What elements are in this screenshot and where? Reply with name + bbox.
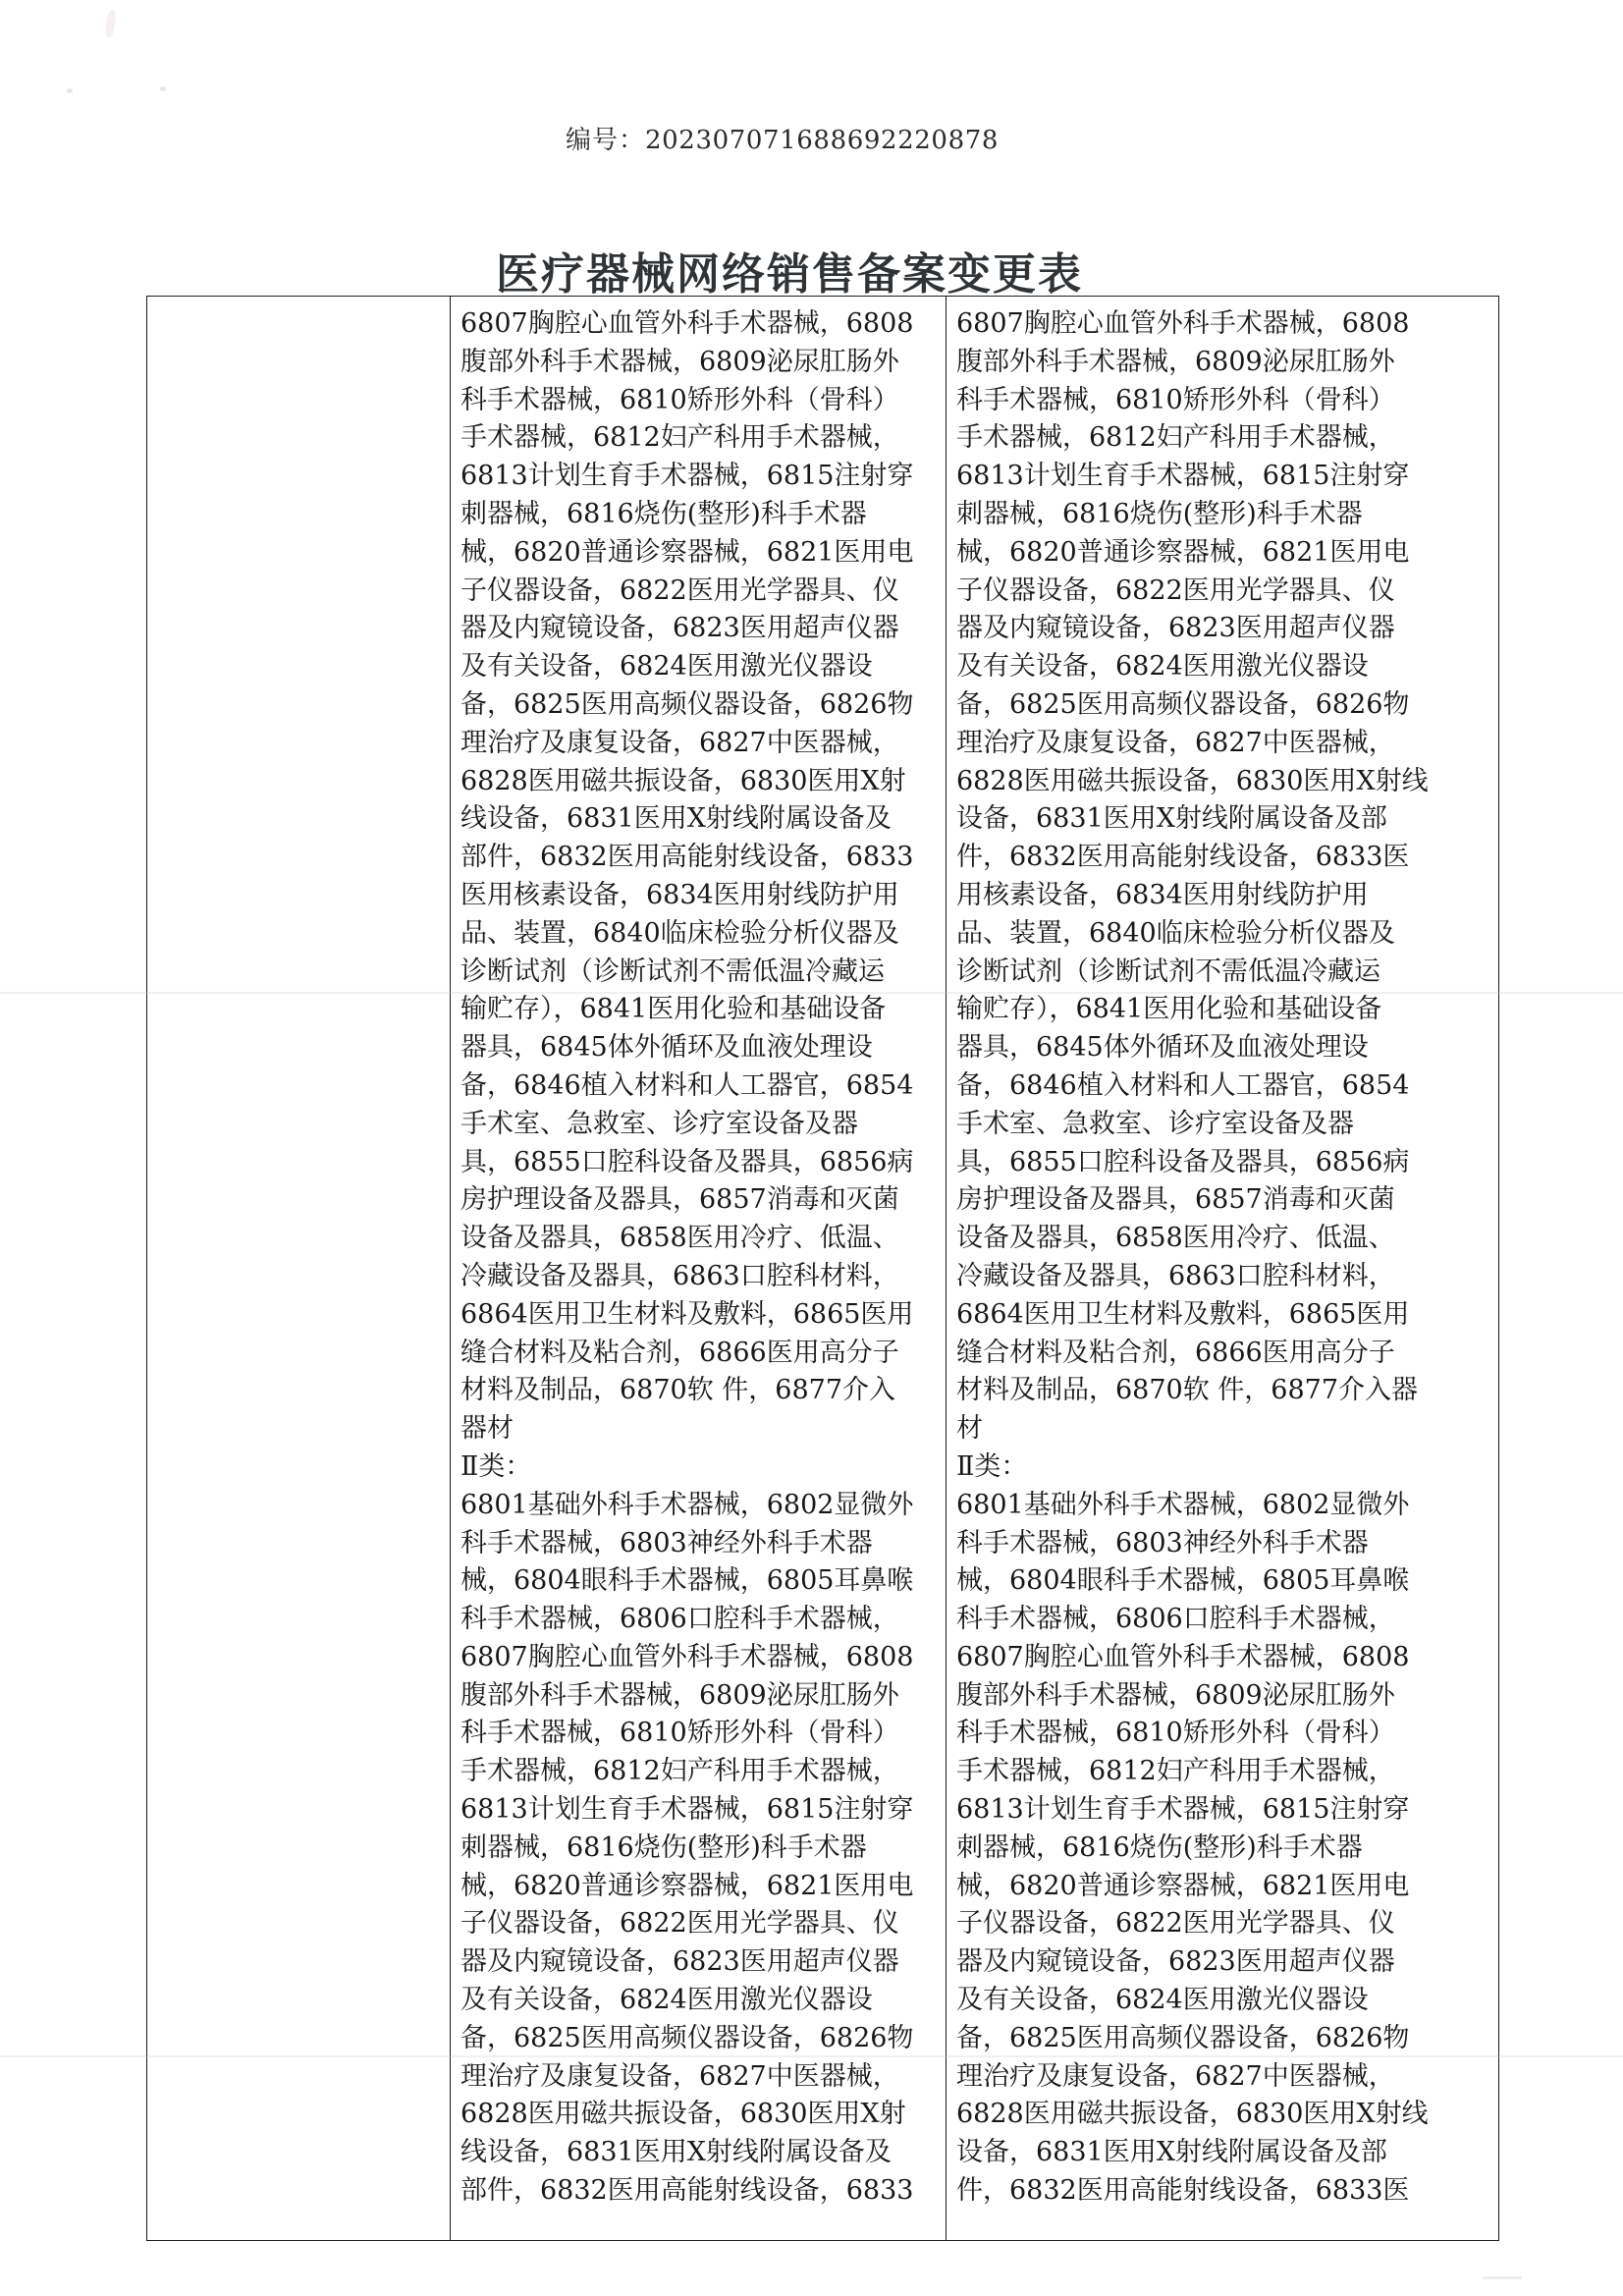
text-line: Ⅱ类： <box>956 1450 1028 1482</box>
text-line: 器及内窥镜设备，6823医用超声仪器 <box>956 1946 1395 1978</box>
text-line: 刺器械，6816烧伤(整形)科手术器 <box>460 1831 867 1863</box>
text-line: 手术器械，6812妇产科用手术器械， <box>460 422 899 454</box>
text-line: 刺器械，6816烧伤(整形)科手术器 <box>956 1831 1363 1863</box>
text-line <box>157 305 444 344</box>
text-line: 品、装置，6840临床检验分析仪器及 <box>956 917 1395 949</box>
before-change-cell <box>451 297 947 2241</box>
text-line: 科手术器械，6803神经外科手术器 <box>956 1527 1369 1558</box>
text-line: 手术器械，6812妇产科用手术器械， <box>460 1756 899 1787</box>
text-line: 械，6820普通诊察器械，6821医用电 <box>956 536 1410 568</box>
document-number-label: 编号： <box>566 126 646 155</box>
text-line: 器及内窥镜设备，6823医用超声仪器 <box>956 613 1395 644</box>
text-line: 用核素设备，6834医用射线防护用 <box>956 879 1369 910</box>
text-line: 器材 <box>460 1413 514 1445</box>
text-line: 子仪器设备，6822医用光学器具、仪 <box>956 1908 1395 1940</box>
after-change-text <box>956 305 1492 2211</box>
text-line: 手术器械，6812妇产科用手术器械， <box>956 1756 1395 1787</box>
text-line: 腹部外科手术器械，6809泌尿肛肠外 <box>460 346 899 377</box>
text-line: Ⅱ类： <box>460 1450 532 1482</box>
text-line: 6813计划生育手术器械，6815注射穿 <box>956 1794 1410 1826</box>
text-line: 备，6825医用高频仪器设备，6826物 <box>956 688 1410 720</box>
text-line: 器及内窥镜设备，6823医用超声仪器 <box>460 1946 899 1978</box>
text-line: 及有关设备，6824医用激光仪器设 <box>956 1985 1369 2016</box>
text-line: 部件，6832医用高能射线设备，6833 <box>460 2175 914 2207</box>
text-line: 手术室、急救室、诊疗室设备及器 <box>956 1108 1354 1139</box>
text-line: 6807胸腔心血管外科手术器械，6808 <box>956 308 1410 339</box>
text-line: 刺器械，6816烧伤(整形)科手术器 <box>956 498 1363 529</box>
text-line: 设备及器具，6858医用冷疗、低温、 <box>956 1223 1395 1254</box>
text-line: 器具，6845体外循环及血液处理设 <box>460 1032 873 1064</box>
text-line: 备，6825医用高频仪器设备，6826物 <box>956 2022 1410 2053</box>
text-line: 手术器械，6812妇产科用手术器械， <box>956 422 1395 454</box>
text-line: 6813计划生育手术器械，6815注射穿 <box>460 461 914 492</box>
text-line: 6807胸腔心血管外科手术器械，6808 <box>460 308 914 339</box>
text-line: 具，6855口腔科设备及器具，6856病 <box>460 1146 914 1177</box>
text-line: 刺器械，6816烧伤(整形)科手术器 <box>460 498 867 529</box>
text-line: 械，6820普通诊察器械，6821医用电 <box>460 536 914 568</box>
text-line: 房护理设备及器具，6857消毒和灭菌 <box>460 1184 899 1216</box>
table-row <box>147 297 1499 2241</box>
text-line: 件，6832医用高能射线设备，6833医 <box>956 2175 1410 2207</box>
text-line: 及有关设备，6824医用激光仪器设 <box>460 651 873 683</box>
text-line: 6864医用卫生材料及敷料，6865医用 <box>956 1298 1410 1330</box>
text-line: 理治疗及康复设备，6827中医器械， <box>956 2060 1395 2092</box>
text-line: 设备及器具，6858医用冷疗、低温、 <box>460 1223 899 1254</box>
text-line: 设备，6831医用X射线附属设备及部 <box>956 2137 1387 2168</box>
scan-artifact-speck <box>67 88 73 93</box>
text-line: 品、装置，6840临床检验分析仪器及 <box>460 917 899 949</box>
text-line: 线设备，6831医用X射线附属设备及 <box>460 2137 892 2168</box>
text-line: 线设备，6831医用X射线附属设备及 <box>460 803 892 835</box>
text-line: 备，6825医用高频仪器设备，6826物 <box>460 2022 914 2053</box>
text-line: 科手术器械，6810矫形外科（骨科） <box>956 384 1395 415</box>
text-line: 材 <box>956 1413 983 1445</box>
text-line: 科手术器械，6803神经外科手术器 <box>460 1527 873 1558</box>
text-line: 具，6855口腔科设备及器具，6856病 <box>956 1146 1410 1177</box>
text-line: 6801基础外科手术器械，6802显微外 <box>956 1489 1410 1520</box>
text-line: 6864医用卫生材料及敷料，6865医用 <box>460 1298 914 1330</box>
scan-artifact-speck <box>104 10 117 38</box>
before-change-text <box>460 305 940 2211</box>
text-line: 6813计划生育手术器械，6815注射穿 <box>460 1794 914 1826</box>
text-line: 输贮存），6841医用化验和基础设备 <box>956 994 1382 1025</box>
record-change-table <box>146 296 1499 2241</box>
text-line: 6813计划生育手术器械，6815注射穿 <box>956 461 1410 492</box>
text-line: 腹部外科手术器械，6809泌尿肛肠外 <box>956 1679 1395 1711</box>
text-line: 材料及制品，6870软 件，6877介入器 <box>956 1375 1419 1406</box>
text-line: 6828医用磁共振设备，6830医用X射 <box>460 765 906 796</box>
text-line: 理治疗及康复设备，6827中医器械， <box>460 2060 899 2092</box>
text-line: 缝合材料及粘合剂，6866医用高分子 <box>956 1337 1395 1368</box>
text-line: 6828医用磁共振设备，6830医用X射线 <box>956 2099 1429 2130</box>
text-line: 6828医用磁共振设备，6830医用X射 <box>460 2099 906 2130</box>
page-title: 医疗器械网络销售备案变更表 <box>496 249 1083 301</box>
text-line: 冷藏设备及器具，6863口腔科材料， <box>460 1260 899 1291</box>
scan-artifact-speck <box>1483 2276 1522 2279</box>
text-line: 腹部外科手术器械，6809泌尿肛肠外 <box>460 1679 899 1711</box>
text-line: 6807胸腔心血管外科手术器械，6808 <box>956 1641 1410 1672</box>
text-line: 备，6846植入材料和人工器官，6854 <box>956 1069 1410 1101</box>
text-line: 子仪器设备，6822医用光学器具、仪 <box>460 574 899 606</box>
text-line: 房护理设备及器具，6857消毒和灭菌 <box>956 1184 1395 1216</box>
text-line: 冷藏设备及器具，6863口腔科材料， <box>956 1260 1395 1291</box>
row-label-text <box>157 305 444 344</box>
text-line: 备，6825医用高频仪器设备，6826物 <box>460 688 914 720</box>
text-line: 子仪器设备，6822医用光学器具、仪 <box>956 574 1395 606</box>
after-change-cell <box>947 297 1499 2241</box>
document-number <box>0 120 1623 156</box>
text-line: 械，6804眼科手术器械，6805耳鼻喉 <box>460 1565 914 1597</box>
text-line: 理治疗及康复设备，6827中医器械， <box>956 727 1395 758</box>
text-line: 手术室、急救室、诊疗室设备及器 <box>460 1108 858 1139</box>
text-line: 腹部外科手术器械，6809泌尿肛肠外 <box>956 346 1395 377</box>
text-line: 缝合材料及粘合剂，6866医用高分子 <box>460 1337 899 1368</box>
document-number-value: 202307071688692220878 <box>645 126 999 155</box>
text-line: 子仪器设备，6822医用光学器具、仪 <box>460 1908 899 1940</box>
text-line: 6801基础外科手术器械，6802显微外 <box>460 1489 914 1520</box>
text-line: 医用核素设备，6834医用射线防护用 <box>460 879 899 910</box>
text-line: 械，6820普通诊察器械，6821医用电 <box>956 1870 1410 1901</box>
text-line: 6828医用磁共振设备，6830医用X射线 <box>956 765 1429 796</box>
text-line: 及有关设备，6824医用激光仪器设 <box>460 1985 873 2016</box>
text-line: 科手术器械，6810矫形外科（骨科） <box>956 1718 1395 1749</box>
text-line: 材料及制品，6870软 件，6877介入 <box>460 1375 896 1406</box>
text-line: 备，6846植入材料和人工器官，6854 <box>460 1069 914 1101</box>
text-line: 科手术器械，6810矫形外科（骨科） <box>460 1718 899 1749</box>
scan-artifact-speck <box>160 86 166 91</box>
text-line: 器及内窥镜设备，6823医用超声仪器 <box>460 613 899 644</box>
text-line: 理治疗及康复设备，6827中医器械， <box>460 727 899 758</box>
text-line: 诊断试剂（诊断试剂不需低温冷藏运 <box>956 956 1380 987</box>
text-line: 械，6804眼科手术器械，6805耳鼻喉 <box>956 1565 1410 1597</box>
text-line: 6807胸腔心血管外科手术器械，6808 <box>460 1641 914 1672</box>
text-line: 设备，6831医用X射线附属设备及部 <box>956 803 1387 835</box>
text-line: 科手术器械，6806口腔科手术器械， <box>460 1604 899 1635</box>
text-line: 部件，6832医用高能射线设备，6833 <box>460 842 914 873</box>
text-line: 及有关设备，6824医用激光仪器设 <box>956 651 1369 683</box>
text-line: 件，6832医用高能射线设备，6833医 <box>956 842 1410 873</box>
text-line: 科手术器械，6810矫形外科（骨科） <box>460 384 899 415</box>
row-label-cell <box>147 297 451 2241</box>
text-line: 器具，6845体外循环及血液处理设 <box>956 1032 1369 1064</box>
text-line: 械，6820普通诊察器械，6821医用电 <box>460 1870 914 1901</box>
text-line: 科手术器械，6806口腔科手术器械， <box>956 1604 1395 1635</box>
text-line: 诊断试剂（诊断试剂不需低温冷藏运 <box>460 956 885 987</box>
text-line: 输贮存），6841医用化验和基础设备 <box>460 994 887 1025</box>
